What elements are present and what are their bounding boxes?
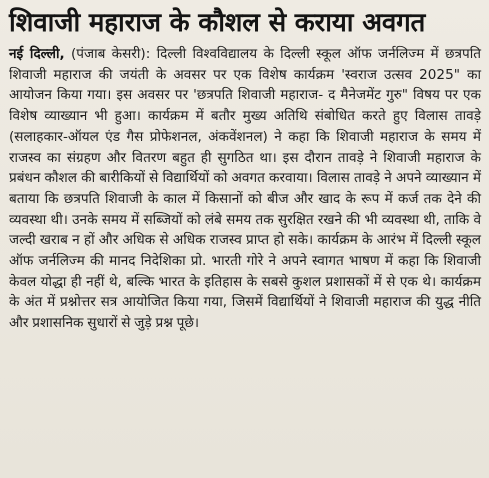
article-body [9, 44, 481, 334]
article-text: दिल्ली विश्वविद्यालय के दिल्ली स्कूल ऑफ जर्नलिज्म में छत्रपति शिवाजी महाराज की जयंती के अवसर पर एक विशेष कार्यक्रम 'स्वराज उत्सव 2025" का आयोजन किया गया। इस अवसर पर 'छत्रपति शिवाजी महाराज- द मैनेजमेंट गुरु" विषय पर एक विशेष व्याख्यान भी हुआ। कार्यक्रम में बतौर मुख्य अतिथि संबोधित करते हुए विलास तावड़े (सलाहकार-ऑयल एंड गैस प्रोफेशनल, अंकवेंशनल) ने कहा कि शिवाजी महाराज के समय में राजस्व का संग्रहण और वितरण बहुत ही सुगठित था। इस दौरान तावड़े ने शिवाजी महाराज के प्रबंधन कौशल की बारीकियों से विद्यार्थियों को अवगत करवाया। विलास तावड़े ने अपने व्याख्यान में बताया कि छत्रपति शिवाजी के काल में किसानों को बीज और खाद के रूप में कर्ज तक देने की व्यवस्था थी। उनके समय में सब्जियों को लंबे समय तक सुरक्षित रखने की भी व्यवस्था थी, ताकि वे जल्दी खराब न हों और अधिक से अधिक राजस्व प्राप्त हो सके। कार्यक्रम के आरंभ में दिल्ली स्कूल ऑफ जर्नलिज्म की मानद निदेशिका प्रो. भारती गोरे ने अपने स्वागत भाषण में कहा कि शिवाजी केवल योद्धा ही नहीं थे, बल्कि भारत के इतिहास के सबसे कुशल प्रशासकों में से एक थे। कार्यक्रम के अंत में प्रश्नोत्तर सत्र आयोजित किया गया, जिसमें विद्यार्थियों ने शिवाजी महाराज की युद्ध नीति और प्रशासनिक सुधारों से जुड़े प्रश्न पूछे। [9, 46, 481, 332]
article-dateline: नई दिल्ली, [9, 46, 65, 62]
article-source: (पंजाब केसरी): [64, 46, 157, 62]
article-headline: शिवाजी महाराज के कौशल से कराया अवगत [9, 8, 426, 38]
